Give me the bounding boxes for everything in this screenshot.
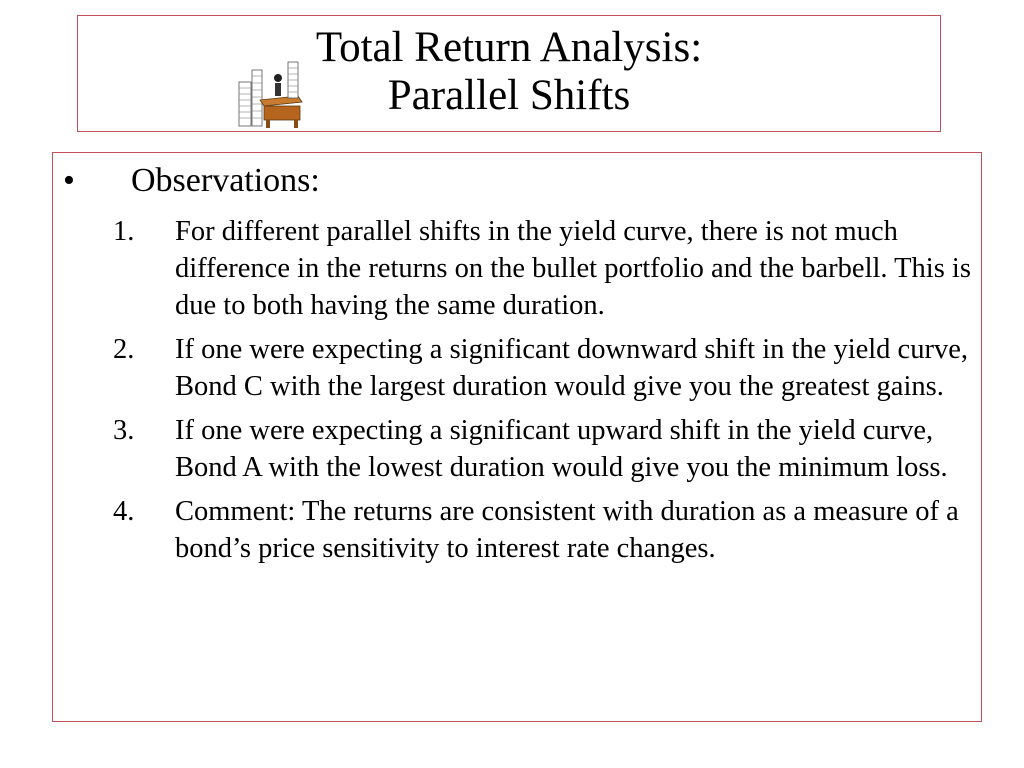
observations-bullet (63, 161, 320, 201)
list-item-text: For different parallel shifts in the yield curve, there is not much difference in the returns on the bullet portfolio and the barbell. This is due to both having the same duration. (175, 216, 971, 321)
slide-title (78, 24, 940, 120)
list-item-number: 3. (113, 415, 135, 446)
list-item (113, 412, 973, 486)
title-line-1: Total Return Analysis: (315, 24, 703, 71)
list-item (113, 331, 973, 405)
list-item-number: 1. (113, 216, 135, 247)
list-item (113, 213, 973, 324)
list-item (113, 493, 973, 567)
content-frame (52, 152, 982, 722)
title-frame (77, 15, 941, 132)
list-item-number: 2. (113, 334, 135, 365)
list-item-text: If one were expecting a significant downward shift in the yield curve, Bond C with the largest duration would give you the greatest gains. (175, 334, 968, 402)
observations-heading: Observations: (131, 162, 320, 199)
list-item-text: Comment: The returns are consistent with duration as a measure of a bond’s price sensitivity to interest rate changes. (175, 496, 959, 564)
list-item-number: 4. (113, 496, 135, 527)
title-line-2: Parallel Shifts (387, 72, 631, 119)
observations-list (113, 213, 973, 574)
list-item-text: If one were expecting a significant upward shift in the yield curve, Bond A with the lowest duration would give you the minimum loss. (175, 415, 948, 483)
bullet-symbol: • (63, 162, 75, 199)
